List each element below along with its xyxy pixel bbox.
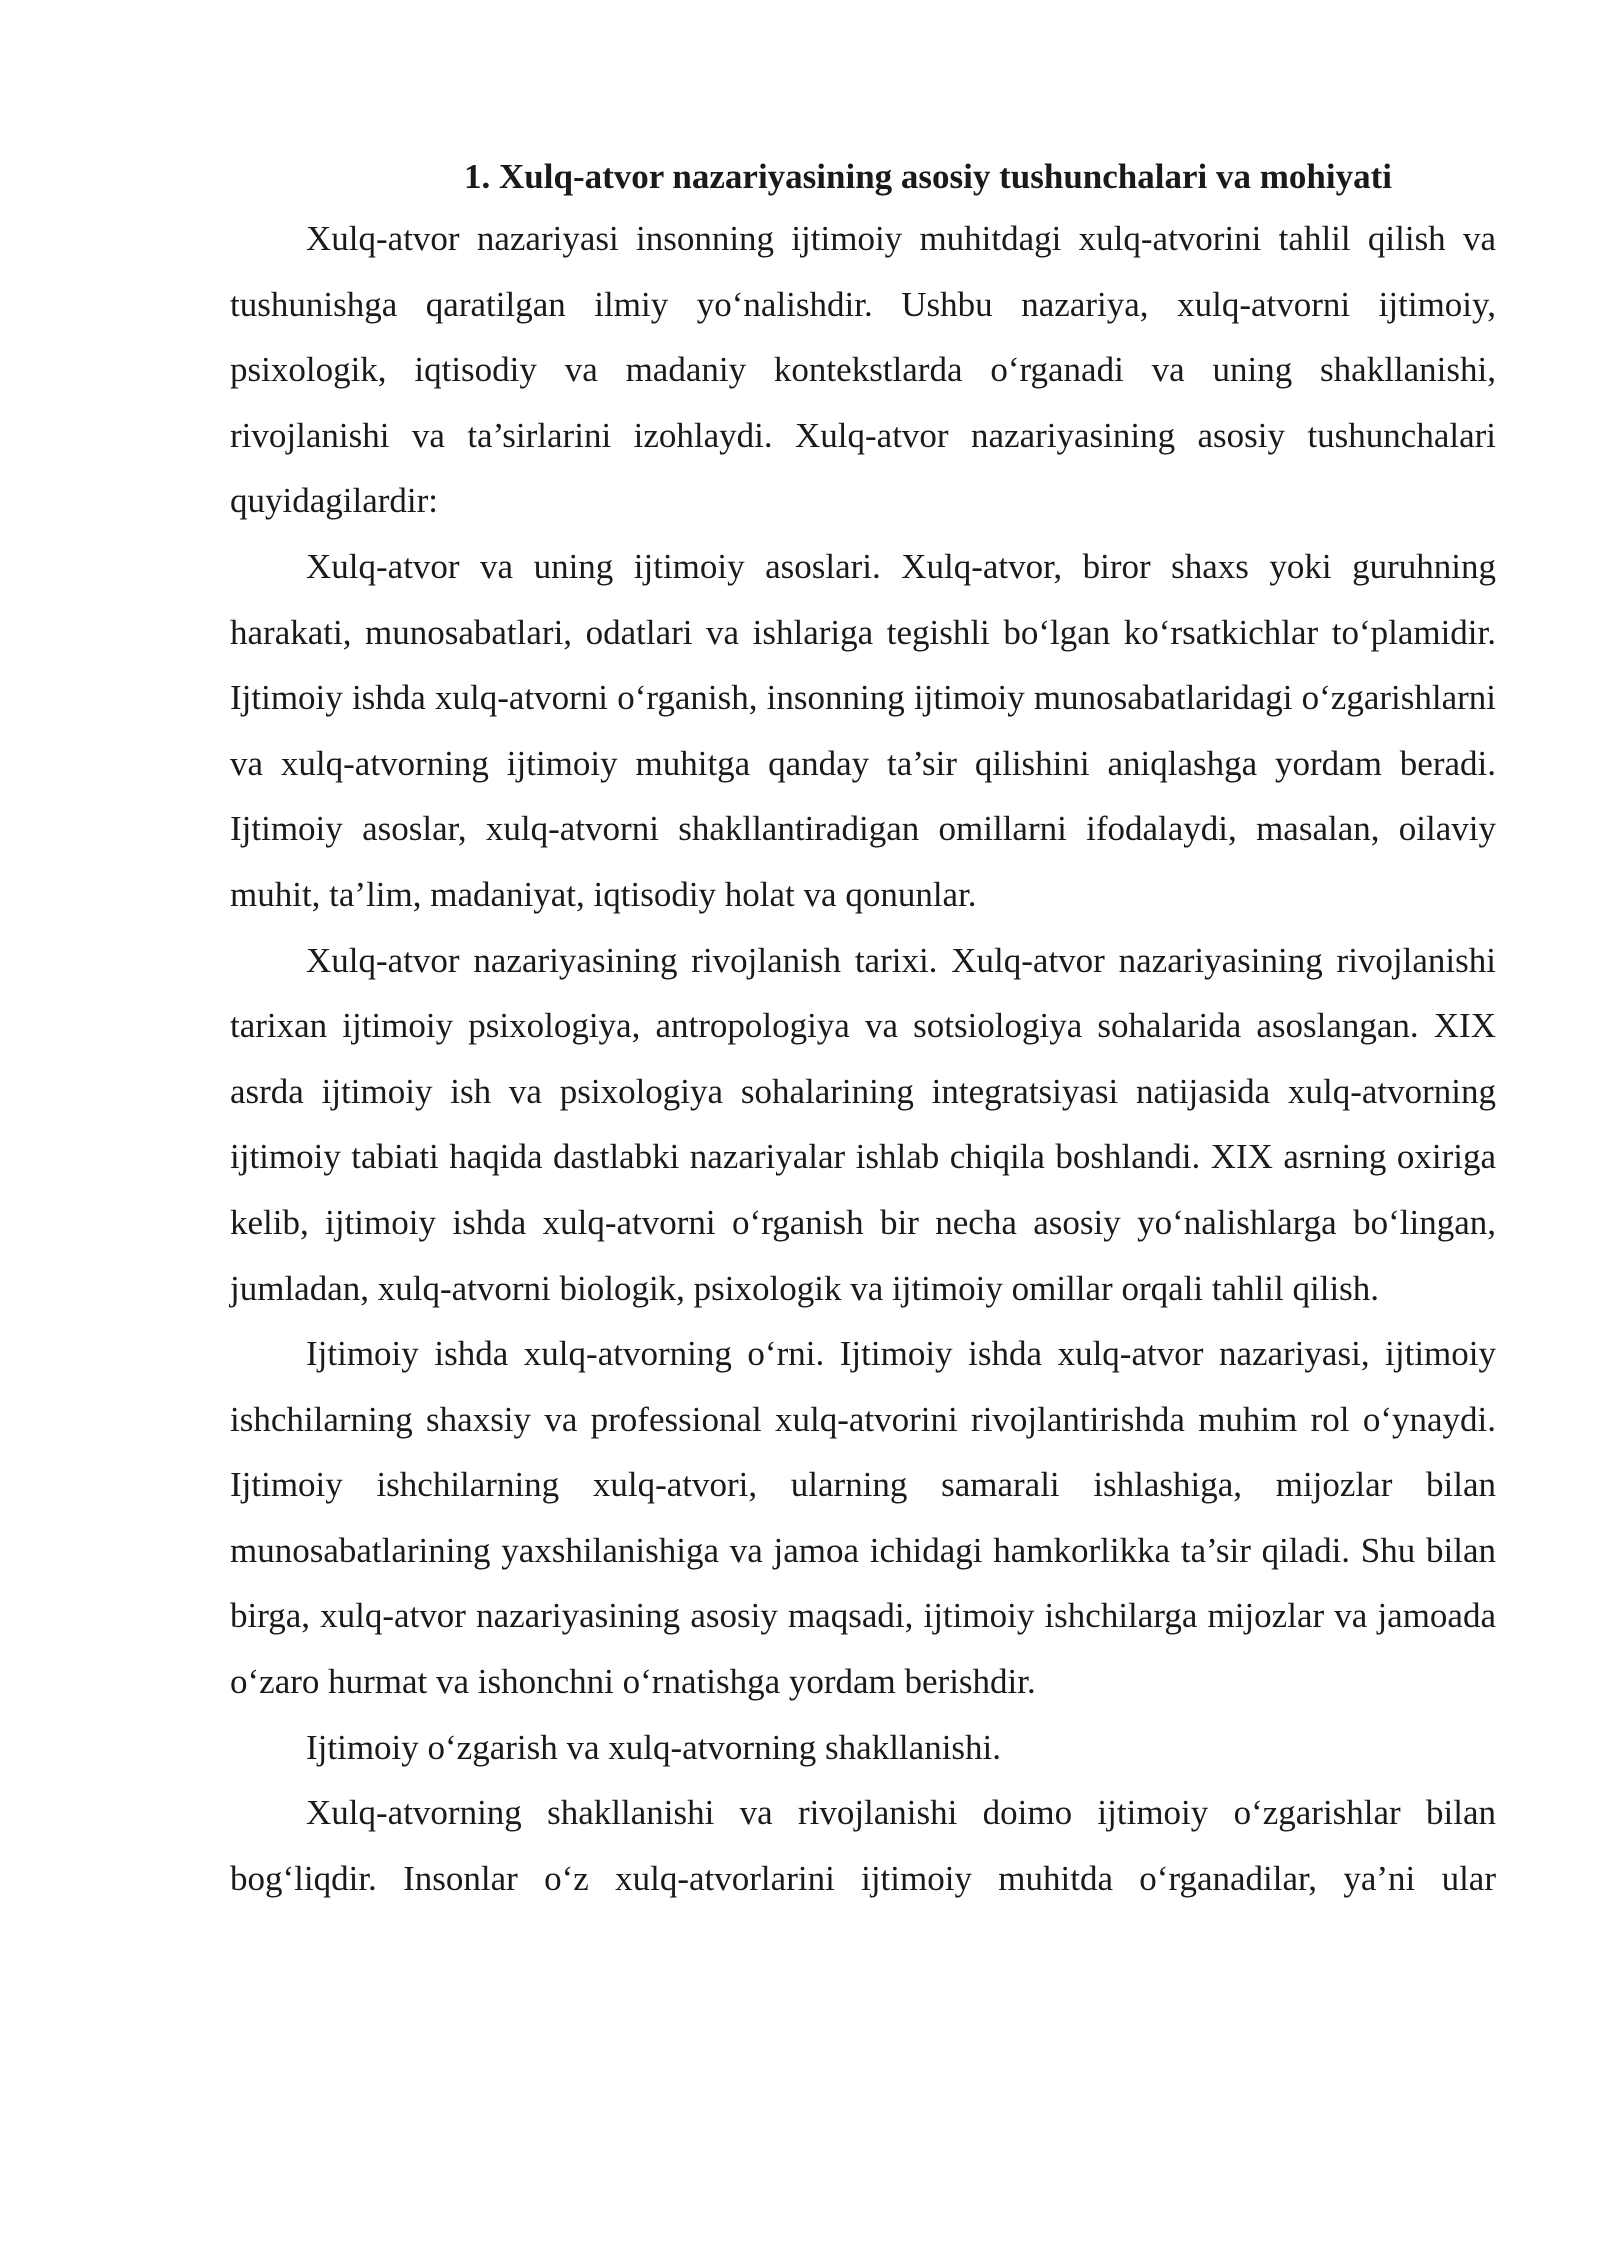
document-page [230, 148, 1496, 1911]
paragraph-social-foundations: Xulq-atvor va uning ijtimoiy asoslari. Xulq-atvor, biror shaxs yoki guruhning harakati, munosabatlari, odatlari va ishlariga tegishli bo‘lgan ko‘rsatkichlar to‘plamidir. Ijtimoiy ishda xulq-atvorni o‘rganish, insonning ijtimoiy munosabatlaridagi o‘zgarishlarni va xulq-atvorning ijtimoiy muhitga qanday ta’sir qilishini aniqlashga yordam beradi. Ijtimoiy asoslar, xulq-atvorni shakllantiradigan omillarni ifodalaydi, masalan, oilaviy muhit, ta’lim, madaniyat, iqtisodiy holat va qonunlar. [230, 546, 1496, 914]
paragraph-subheading: Ijtimoiy o‘zgarish va xulq-atvorning shakllanishi. [306, 1727, 1002, 1767]
paragraph-definition: Xulq-atvor nazariyasi insonning ijtimoiy muhitdagi xulq-atvorini tahlil qilish va tushunishga qaratilgan ilmiy yo‘nalishdir. Ushbu nazariya, xulq-atvorni ijtimoiy, psixologik, iqtisodiy va madaniy kontekstlarda o‘rganadi va uning shakllanishi, rivojlanishi va ta’sirlarini izohlaydi. Xulq-atvor nazariyasining asosiy tushunchalari quyidagilardir: [230, 219, 1496, 521]
paragraph-formation: Xulq-atvorning shakllanishi va rivojlanishi doimo ijtimoiy o‘zgarishlar bilan bog‘liqdir. Insonlar o‘z xulq-atvorlarini ijtimoiy muhitda o‘rganadilar, ya’ni ular [230, 1793, 1496, 1898]
paragraph-role-in-social-work: Ijtimoiy ishda xulq-atvorning o‘rni. Ijtimoiy ishda xulq-atvor nazariyasi, ijtimoiy ishchilarning shaxsiy va professional xulq-atvorini rivojlantirishda muhim rol o‘ynaydi. Ijtimoiy ishchilarning xulq-atvori, ularning samarali ishlashiga, mijozlar bilan munosabatlarining yaxshilanishiga va jamoa ichidagi hamkorlikka ta’sir qiladi. Shu bilan birga, xulq-atvor nazariyasining asosiy maqsadi, ijtimoiy ishchilarga mijozlar va jamoada o‘zaro hurmat va ishonchni o‘rnatishga yordam berishdir. [230, 1334, 1496, 1702]
paragraph-history: Xulq-atvor nazariyasining rivojlanish tarixi. Xulq-atvor nazariyasining rivojlanishi tarixan ijtimoiy psixologiya, antropologiya va sotsiologiya sohalarida asoslangan. XIX asrda ijtimoiy ish va psixologiya sohalarining integratsiyasi natijasida xulq-atvorning ijtimoiy tabiati haqida dastlabki nazariyalar ishlab chiqila boshlandi. XIX asrning oxiriga kelib, ijtimoiy ishda xulq-atvorni o‘rganish bir necha asosiy yo‘nalishlarga bo‘lingan, jumladan, xulq-atvorni biologik, psixologik va ijtimoiy omillar orqali tahlil qilish. [230, 940, 1496, 1308]
section-heading: 1. Xulq-atvor nazariyasining asosiy tushunchalari va mohiyati [464, 157, 1392, 196]
